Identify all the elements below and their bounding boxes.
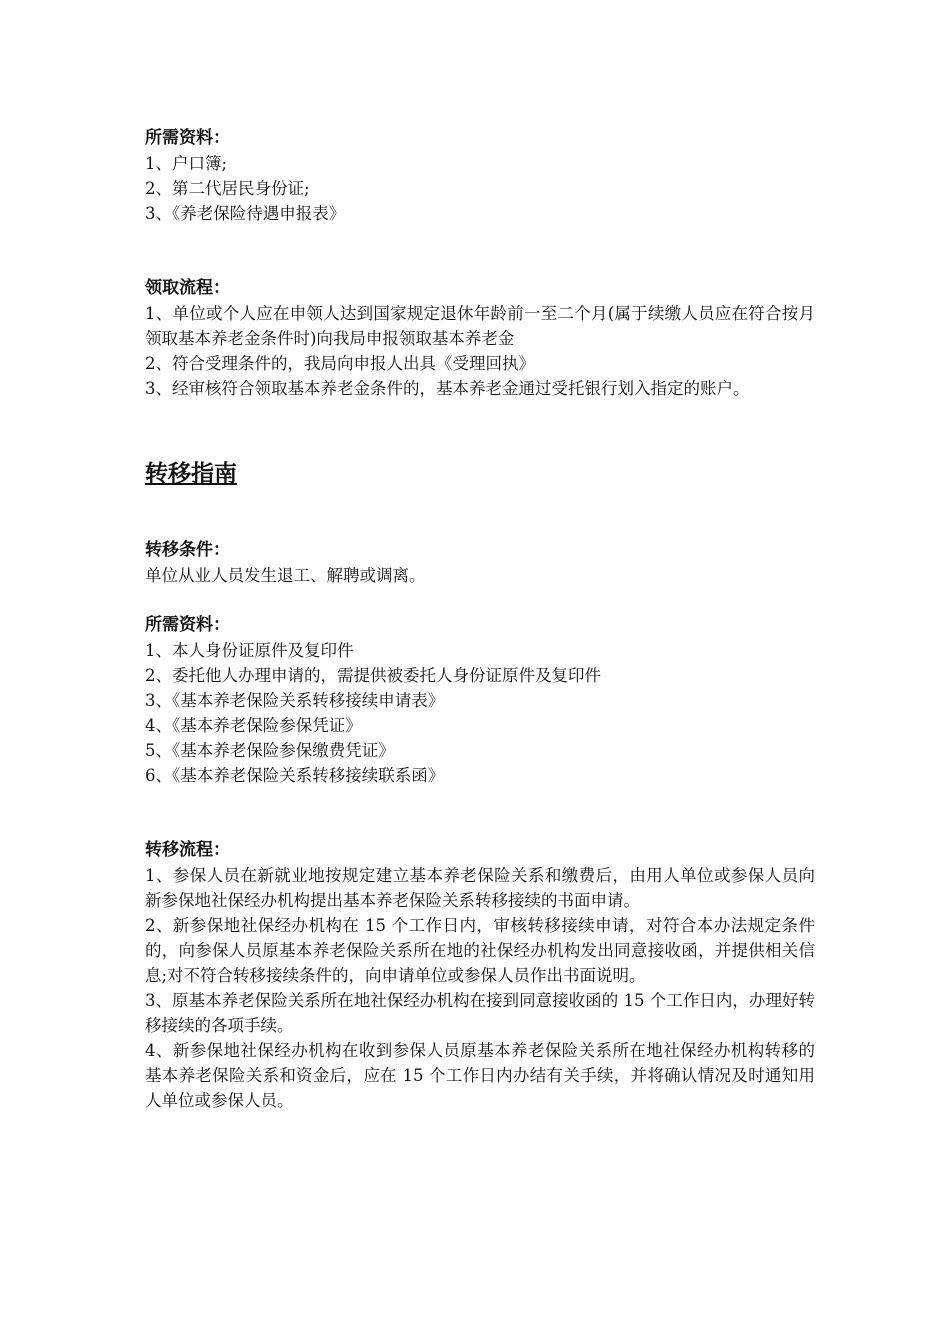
transfer-materials-heading: 所需资料： <box>145 615 230 635</box>
list-item: 1、单位或个人应在申领人达到国家规定退休年龄前一至二个月(属于续缴人员应在符合按月领取基本养老金条件时)向我局申报领取基本养老金 <box>145 304 815 348</box>
list-item: 1、户口簿; <box>145 154 228 173</box>
required-materials-heading: 所需资料： <box>145 128 230 148</box>
transfer-conditions-section <box>145 538 815 588</box>
transfer-conditions-heading: 转移条件： <box>145 540 230 560</box>
list-item: 4、新参保地社保经办机构在收到参保人员原基本养老保险关系所在地社保经办机构转移的基本养老保险关系和资金后，应在 15 个工作日内办结有关手续，并将确认情况及时通知用人单位或参保人员。 <box>145 1041 815 1110</box>
collection-process-heading: 领取流程： <box>145 278 230 298</box>
list-item: 3、《养老保险待遇申报表》 <box>145 204 346 223</box>
collection-process-section <box>145 276 815 401</box>
transfer-process-section <box>145 838 815 1113</box>
transfer-guide-title: 转移指南 <box>145 460 237 487</box>
list-item: 单位从业人员发生退工、解聘或调离。 <box>145 566 426 585</box>
list-item: 2、第二代居民身份证; <box>145 179 310 198</box>
list-item: 3、经审核符合领取基本养老金条件的，基本养老金通过受托银行划入指定的账户。 <box>145 379 750 398</box>
list-item: 2、委托他人办理申请的，需提供被委托人身份证原件及复印件 <box>145 666 601 685</box>
list-item: 5、《基本养老保险参保缴费凭证》 <box>145 741 395 760</box>
document-page <box>145 126 815 1113</box>
list-item: 1、本人身份证原件及复印件 <box>145 641 354 660</box>
list-item: 3、《基本养老保险关系转移接续申请表》 <box>145 691 445 710</box>
list-item: 2、新参保地社保经办机构在 15 个工作日内，审核转移接续申请，对符合本办法规定条件的，向参保人员原基本养老保险关系所在地的社保经办机构发出同意接收函，并提供相关信息;对不符合转移接续条件的，向申请单位或参保人员作出书面说明。 <box>145 916 815 985</box>
list-item: 1、参保人员在新就业地按规定建立基本养老保险关系和缴费后，由用人单位或参保人员向新参保地社保经办机构提出基本养老保险关系转移接续的书面申请。 <box>145 866 815 910</box>
list-item: 3、原基本养老保险关系所在地社保经办机构在接到同意接收函的 15 个工作日内，办理好转移接续的各项手续。 <box>145 991 815 1035</box>
list-item: 2、符合受理条件的，我局向申报人出具《受理回执》 <box>145 354 535 373</box>
required-materials-section <box>145 126 815 226</box>
transfer-process-heading: 转移流程： <box>145 840 230 860</box>
transfer-materials-section <box>145 613 815 788</box>
list-item: 4、《基本养老保险参保凭证》 <box>145 716 362 735</box>
list-item: 6、《基本养老保险关系转移接续联系函》 <box>145 766 445 785</box>
